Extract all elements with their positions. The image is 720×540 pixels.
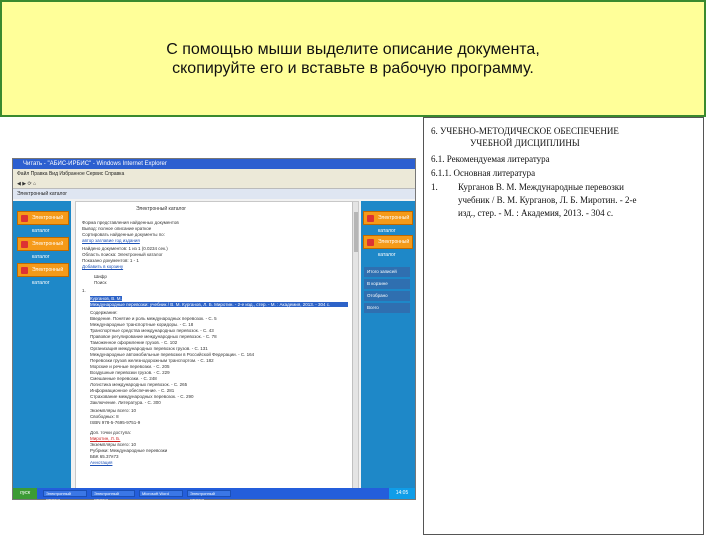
sort-links[interactable]: автор заглавие год издания [82,238,140,243]
taskbar-item[interactable]: Microsoft Word [139,490,183,497]
content-line: ISBN 978-5-7695-9751-9 [90,420,141,425]
window-titlebar: Читать - "АБИС-ИРБИС" - Windows Internet Explorer [13,159,415,169]
content-line: Смешанные перевозки. - С. 248 [90,376,157,381]
highlighted-description[interactable]: Международные перевозки: учебник / В. М. Курганов, Л. Б. Миротин. - 2-е изд., стер. - М. : Академия, 2013. - 304 с. [90,302,348,307]
right-sidebar-button-1[interactable]: Электронный каталог [363,211,413,225]
forward-icon[interactable]: ▶ [22,181,27,187]
refresh-icon[interactable]: ⟳ [27,181,32,187]
start-button[interactable]: пуск [13,488,37,499]
content-line: Перевозки грузов железнодорожным транспортом. - С. 182 [90,358,214,363]
taskbar-clock: 14:05 [389,488,415,499]
content-line: Таможенное оформление грузов. - С. 102 [90,340,178,345]
catalog-icon [21,241,28,248]
left-sidebar [13,201,71,489]
content-line: Заключение. Литература. - С. 300 [90,400,161,405]
content-line: Логистика международных перевозок. - С. 265 [90,382,188,387]
content-line: Правовое регулирование международных перевозок. - С. 78 [90,334,217,339]
instruction-line-2: скопируйте его и вставьте в рабочую программу. [172,60,534,77]
content-line: Поиск [94,280,107,285]
record-number: 1. [82,288,86,293]
content-line: Транспортные средства международных перевозок. - С. 43 [90,328,214,333]
coauthor-link[interactable]: Миротин, Л. Б. [90,436,121,441]
catalog-icon [367,239,374,246]
sidebar-item-catalog-1[interactable]: Электронный каталог [17,211,69,225]
instruction-banner [0,0,706,117]
highlighted-author[interactable]: Курганов, В. М. [90,296,122,301]
content-header: Электронный каталог [136,206,187,212]
doc-entry-line-2: учебник / В. М. Курганов, Л. Б. Миротин. - 2-е [458,195,637,205]
content-line: Шифр [94,274,107,279]
right-sidebar [361,201,415,489]
content-line: Организация международных перевозок грузов. - С. 131 [90,346,208,351]
content-line: Экземпляры всего: 10 [90,442,136,447]
taskbar [13,488,415,502]
info-item: Итого записей [364,267,410,277]
sidebar-item-catalog-2[interactable]: Электронный каталог [17,237,69,251]
content-line: Международные автомобильные перевозки в Российской Федерации. - С. 164 [90,352,255,357]
add-to-cart-link[interactable]: Добавить в корзину [82,264,124,269]
content-line: Воздушные перевозки грузов. - С. 229 [90,370,170,375]
doc-entry-line-1: Курганов В. М. Международные перевозки [458,182,624,192]
content-line: Международные транспортные коридоры. - С. 18 [90,322,194,327]
scroll-thumb[interactable] [354,212,358,252]
doc-section-1: 6.1. Рекомендуемая литература [431,154,550,164]
doc-heading-1: 6. УЧЕБНО-МЕТОДИЧЕСКОЕ ОБЕСПЕЧЕНИЕ [431,126,619,136]
content-line: Содержание: [90,310,118,315]
content-line: Морские и речные перевозки. - С. 205 [90,364,170,369]
doc-heading-2: УЧЕБНОЙ ДИСЦИПЛИНЫ [470,138,580,148]
browser-tab[interactable]: Электронный каталог [13,189,415,199]
catalog-icon [21,267,28,274]
menu-bar[interactable]: Файл Правка Вид Избранное Сервис Справка [13,169,415,179]
content-scrollbar[interactable] [352,202,358,488]
document-panel[interactable] [423,117,704,535]
content-line: Область поиска: Электронный каталог [82,252,163,257]
sidebar-item-catalog-3[interactable]: Электронный каталог [17,263,69,277]
content-line: Экземпляры всего: 10 [90,408,136,413]
content-line: Информационное обеспечение. - С. 281 [90,388,175,393]
content-line: Страхование международных перевозок. - С. 290 [90,394,194,399]
doc-entry-number: 1. [431,182,438,192]
back-icon[interactable]: ◀ [17,181,21,187]
catalog-icon [21,215,28,222]
catalog-content [75,201,359,489]
content-line: Найдено документов: 1 из 1 (0.0234 сек.) [82,246,168,251]
content-line: Введение. Понятие и роль международных перевозок. - С. 5 [90,316,217,321]
browser-toolbar [13,179,415,189]
doc-entry-line-3: изд., стер. - М. : Академия, 2013. - 304 с. [458,208,614,218]
info-item: В корзине [364,279,410,289]
instruction-line-1: С помощью мыши выделите описание документа, [166,41,540,58]
catalog-icon [367,215,374,222]
content-line: Сортировать найденные документы по: [82,232,165,237]
content-line: Форма представления найденных документов [82,220,179,225]
content-line: Доп. точки доступа: [90,430,131,435]
content-line: ББК 65.37я73 [90,454,119,459]
annotation-link[interactable]: Аннотация [90,460,113,465]
taskbar-item[interactable]: Электронный каталог [43,490,87,497]
home-icon[interactable]: ⌂ [33,181,37,187]
content-line: Рубрики: Международные перевозки [90,448,168,453]
info-item: Всего [364,303,410,313]
browser-screenshot [12,158,416,500]
taskbar-item[interactable]: Электронный каталог [187,490,231,497]
info-item: Отобрано [364,291,410,301]
content-line[interactable]: Вывод: полное описание краткое [82,226,152,231]
taskbar-item[interactable]: Электронный каталог [91,490,135,497]
content-line: Показано документов: 1 - 1 [82,258,139,263]
right-sidebar-button-2[interactable]: Электронный каталог [363,235,413,249]
doc-section-2: 6.1.1. Основная литература [431,168,536,178]
content-line: Свободных: 8 [90,414,119,419]
